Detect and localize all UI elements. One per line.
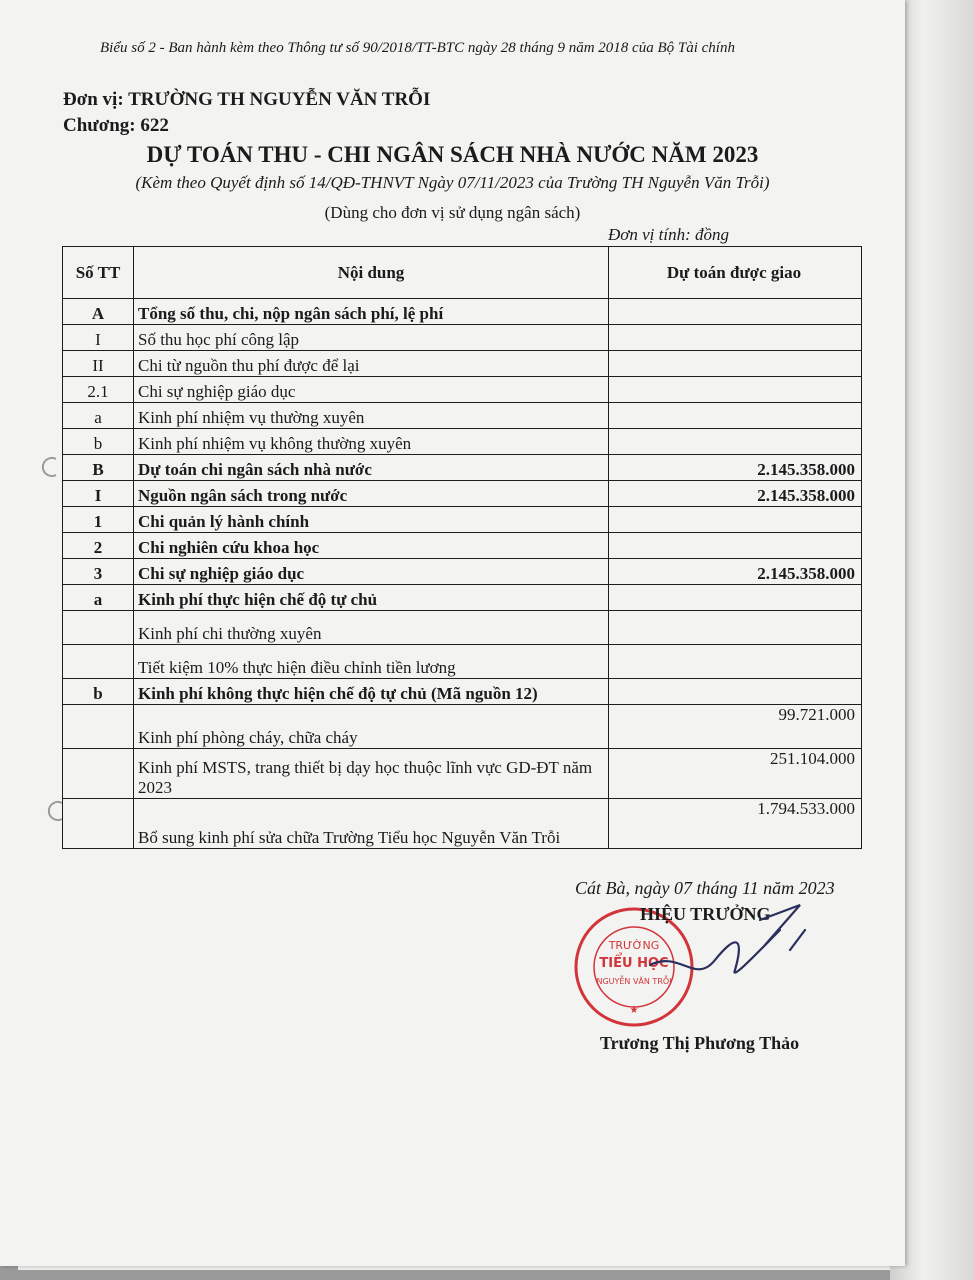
table-row [63, 705, 862, 749]
row-value [609, 377, 862, 403]
table-row [63, 299, 862, 325]
row-value [609, 645, 862, 679]
row-value: 2.145.358.000 [609, 455, 862, 481]
row-content: Kinh phí phòng cháy, chữa cháy [134, 705, 609, 749]
row-value: 2.145.358.000 [609, 559, 862, 585]
row-number [63, 611, 134, 645]
row-content: Tiết kiệm 10% thực hiện điều chỉnh tiền lương [134, 645, 609, 679]
row-content: Chi từ nguồn thu phí được để lại [134, 351, 609, 377]
row-number [63, 645, 134, 679]
row-number: 2 [63, 533, 134, 559]
row-number: a [63, 403, 134, 429]
table-row [63, 429, 862, 455]
row-content: Kinh phí thực hiện chế độ tự chủ [134, 585, 609, 611]
svg-text:NGUYỄN VĂN TRỖI: NGUYỄN VĂN TRỖI [596, 977, 672, 986]
row-content: Bổ sung kinh phí sửa chữa Trường Tiểu học Nguyễn Văn Trỗi [134, 799, 609, 849]
signer-title: HIỆU TRƯỞNG [640, 904, 771, 924]
row-number: 1 [63, 507, 134, 533]
table-row [63, 507, 862, 533]
row-content: Chi nghiên cứu khoa học [134, 533, 609, 559]
document-title: DỰ TOÁN THU - CHI NGÂN SÁCH NHÀ NƯỚC NĂM 2023 [146, 142, 759, 167]
table-row [63, 611, 862, 645]
header-no: Số TT [63, 247, 134, 299]
date-place: Cát Bà, ngày 07 tháng 11 năm 2023 [575, 878, 835, 898]
unit-name: Đơn vị: TRƯỜNG TH NGUYỄN VĂN TRỖI [63, 89, 431, 110]
header-content: Nội dung [134, 247, 609, 299]
header-value: Dự toán được giao [609, 247, 862, 299]
table-row [63, 455, 862, 481]
row-value [609, 507, 862, 533]
row-value [609, 679, 862, 705]
row-value: 1.794.533.000 [609, 799, 862, 849]
document-subtitle: (Kèm theo Quyết định số 14/QĐ-THNVT Ngày 07/11/2023 của Trường TH Nguyễn Văn Trỗi) [135, 173, 770, 192]
row-content: Nguồn ngân sách trong nước [134, 481, 609, 507]
row-number: I [63, 481, 134, 507]
row-content: Kinh phí chi thường xuyên [134, 611, 609, 645]
row-value: 251.104.000 [609, 749, 862, 799]
row-content: Kinh phí không thực hiện chế độ tự chủ (Mã nguồn 12) [134, 679, 609, 705]
row-value: 99.721.000 [609, 705, 862, 749]
table-row [63, 679, 862, 705]
table-header-row [63, 247, 862, 299]
table-row [63, 403, 862, 429]
row-number: II [63, 351, 134, 377]
row-content: Kinh phí nhiệm vụ không thường xuyên [134, 429, 609, 455]
row-content: Dự toán chi ngân sách nhà nước [134, 455, 609, 481]
row-value [609, 351, 862, 377]
table-row [63, 377, 862, 403]
row-content: Chi sự nghiệp giáo dục [134, 559, 609, 585]
usage-note: (Dùng cho đơn vị sử dụng ngân sách) [324, 203, 581, 222]
row-number: a [63, 585, 134, 611]
table-row [63, 325, 862, 351]
row-number [63, 749, 134, 799]
svg-text:TRƯỜNG: TRƯỜNG [608, 939, 660, 952]
table-row [63, 481, 862, 507]
table-row [63, 351, 862, 377]
unit-of-measure: Đơn vị tính: đồng [608, 225, 729, 244]
budget-table [62, 246, 862, 849]
row-number: I [63, 325, 134, 351]
chapter-code: Chương: 622 [63, 115, 169, 136]
row-number: A [63, 299, 134, 325]
row-value [609, 533, 862, 559]
legal-basis-note: Biểu số 2 - Ban hành kèm theo Thông tư số 90/2018/TT-BTC ngày 28 tháng 9 năm 2018 của Bộ Tài chính [100, 40, 735, 56]
svg-text:TIỂU HỌC: TIỂU HỌC [599, 956, 669, 971]
row-content: Kinh phí nhiệm vụ thường xuyên [134, 403, 609, 429]
table-row [63, 585, 862, 611]
row-value [609, 325, 862, 351]
row-content: Số thu học phí công lập [134, 325, 609, 351]
signer-name: Trương Thị Phương Thảo [600, 1033, 800, 1053]
table-row [63, 533, 862, 559]
row-content: Tổng số thu, chi, nộp ngân sách phí, lệ phí [134, 299, 609, 325]
row-content: Chi quản lý hành chính [134, 507, 609, 533]
punch-hole-icon [40, 456, 62, 478]
row-value [609, 585, 862, 611]
row-value [609, 299, 862, 325]
table-row [63, 799, 862, 849]
row-number: b [63, 429, 134, 455]
handwritten-signature-icon [640, 890, 820, 1000]
row-number: b [63, 679, 134, 705]
row-number [63, 799, 134, 849]
row-number: 2.1 [63, 377, 134, 403]
table-row [63, 749, 862, 799]
svg-text:★: ★ [629, 1005, 639, 1016]
table-row [63, 559, 862, 585]
table-row [63, 645, 862, 679]
row-value [609, 611, 862, 645]
row-value [609, 429, 862, 455]
row-number: 3 [63, 559, 134, 585]
row-number: B [63, 455, 134, 481]
row-content: Kinh phí MSTS, trang thiết bị dạy học thuộc lĩnh vực GD-ĐT năm 2023 [134, 749, 609, 799]
row-value: 2.145.358.000 [609, 481, 862, 507]
row-content: Chi sự nghiệp giáo dục [134, 377, 609, 403]
row-number [63, 705, 134, 749]
row-value [609, 403, 862, 429]
